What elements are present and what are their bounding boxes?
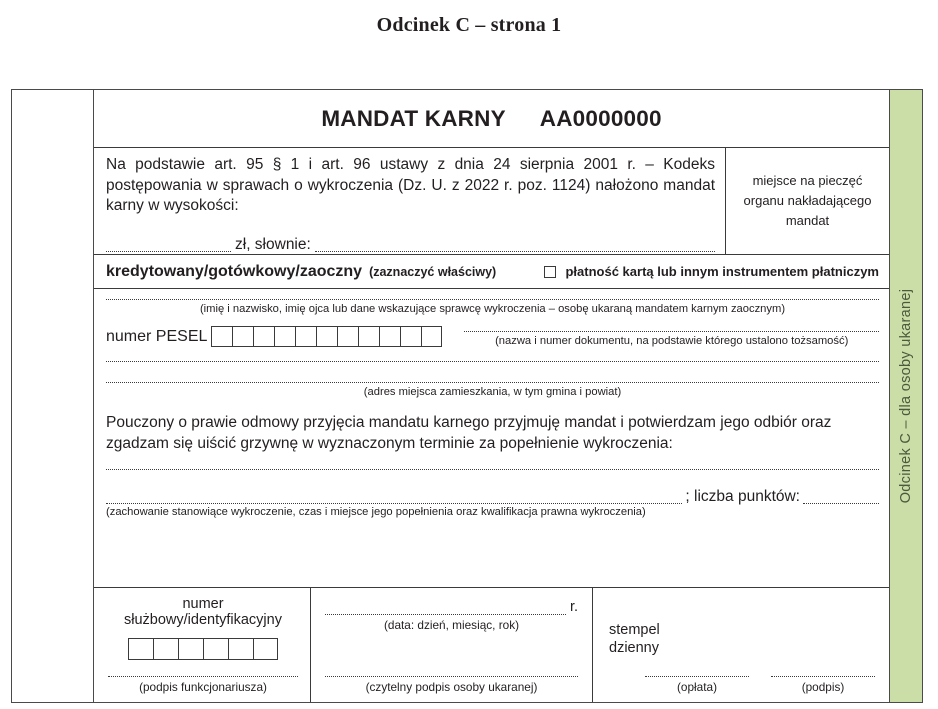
officer-number-boxes[interactable] [128, 638, 278, 660]
officer-signature-caption: (podpis funkcjonariusza) [139, 680, 267, 694]
offender-details-section [94, 289, 889, 588]
amount-row [106, 237, 715, 255]
input-cell[interactable] [253, 638, 278, 660]
signature-field[interactable] [771, 676, 875, 677]
address-caption: (adres miejsca zamieszkania, w tym gmina i powiat) [363, 386, 622, 399]
daily-stamp-column [593, 588, 889, 702]
daily-stamp-label [609, 622, 875, 657]
input-cell[interactable] [128, 638, 153, 660]
stamp-note-line-2: organu nakładającego [743, 192, 872, 208]
offender-signature-field[interactable] [325, 676, 578, 677]
side-tab [889, 90, 922, 702]
offence-caption: (zachowanie stanowiące wykroczenie, czas i miejsce jego popełnienia oraz kwalifikacja prawna wykroczenia) [106, 506, 646, 519]
input-cell[interactable] [178, 638, 203, 660]
input-cell[interactable] [400, 326, 421, 347]
input-cell[interactable] [421, 326, 442, 347]
points-value-field[interactable] [803, 490, 879, 504]
payment-kinds-hint: (zaznaczyć właściwy) [369, 264, 497, 279]
officer-signature-field[interactable] [108, 676, 298, 677]
input-cell[interactable] [274, 326, 295, 347]
input-cell[interactable] [153, 638, 178, 660]
form-header [94, 90, 889, 148]
card-payment-option[interactable] [544, 264, 879, 279]
amount-unit-label: zł, słownie: [235, 235, 311, 253]
fee-field[interactable] [645, 676, 749, 677]
daily-stamp-line-1: stempel [609, 622, 660, 638]
signature-block [771, 676, 875, 694]
stamp-note-line-1: miejsce na pieczęć [752, 172, 863, 188]
date-caption: (data: dzień, miesiąc, rok) [383, 617, 520, 632]
date-field[interactable] [325, 602, 566, 615]
pesel-input-boxes[interactable] [211, 326, 442, 347]
form-footer [94, 588, 889, 702]
pesel-label: numer PESEL [106, 327, 208, 345]
penalty-ticket-form [11, 89, 923, 703]
left-stub-column [12, 90, 94, 702]
input-cell[interactable] [253, 326, 274, 347]
input-cell[interactable] [358, 326, 379, 347]
form-title: MANDAT KARNY [321, 105, 506, 131]
input-cell[interactable] [379, 326, 400, 347]
stamp-note-line-3: mandat [785, 213, 830, 229]
identity-document-field[interactable] [464, 331, 879, 332]
offender-signature-block [325, 676, 578, 694]
input-cell[interactable] [211, 326, 232, 347]
input-cell[interactable] [203, 638, 228, 660]
legal-basis-text: Na podstawie art. 95 § 1 i art. 96 ustawy z dnia 24 sierpnia 2001 r. – Kodeks postępowania w sprawach o wykroczenia (Dz. U. z 2022 r. poz. 1124) nałożono mandat karny w wysokości: [106, 156, 715, 215]
identity-document-caption: (nazwa i numer dokumentu, na podstawie którego ustalono tożsamość) [495, 335, 849, 348]
stamp-placeholder-note [744, 171, 872, 231]
offender-name-caption: (imię i nazwisko, imię ojca lub dane wskazujące sprawcę wykroczenia – osobę ukaraną mandatem karnym zaocznym) [199, 303, 786, 315]
pesel-row [106, 326, 879, 347]
form-main-column [94, 90, 889, 702]
date-row [325, 600, 578, 615]
offender-signature-caption: (czytelny podpis osoby ukaranej) [365, 680, 538, 694]
legal-basis-section [94, 148, 889, 255]
address-field-line-1[interactable] [106, 361, 879, 362]
amount-words-field[interactable] [315, 238, 715, 252]
offence-field-line-2[interactable] [106, 490, 682, 504]
identity-document-column [464, 331, 879, 347]
input-cell[interactable] [232, 326, 253, 347]
form-serial-number: AA0000000 [539, 105, 662, 131]
offence-points-row [106, 489, 879, 505]
acknowledgement-text: Pouczony o prawie odmowy przyjęcia mandatu karnego przyjmuję mandat i potwierdzam jego odbiór oraz zgadzam się uiścić grzywnę w wyznaczonym terminie za popełnienie wykroczenia: [106, 413, 832, 453]
fee-and-signature-row [609, 676, 875, 694]
side-tab-label: Odcinek C – dla osoby ukaranej [898, 288, 914, 504]
stamp-placeholder-box [726, 148, 889, 254]
amount-digits-field[interactable] [106, 238, 231, 252]
input-cell[interactable] [228, 638, 253, 660]
payment-kinds-label: kredytowany/gotówkowy/zaoczny [106, 262, 363, 280]
daily-stamp-line-2: dzienny [609, 639, 659, 656]
input-cell[interactable] [316, 326, 337, 347]
payment-type-section [94, 255, 889, 289]
address-field-line-2[interactable] [106, 382, 879, 383]
input-cell[interactable] [337, 326, 358, 347]
offender-name-field[interactable] [106, 299, 879, 300]
card-payment-checkbox[interactable] [544, 266, 556, 278]
date-and-offender-signature-column [311, 588, 593, 702]
points-label: ; liczba punktów: [685, 487, 800, 505]
officer-number-label: numer służbowy/identyfikacyjny [124, 596, 282, 628]
offence-field-line-1[interactable] [106, 469, 879, 470]
input-cell[interactable] [295, 326, 316, 347]
signature-caption: (podpis) [801, 680, 845, 694]
card-payment-label: płatność kartą lub innym instrumentem płatniczym [565, 264, 879, 279]
legal-basis-left [94, 148, 726, 254]
date-year-suffix: r. [569, 599, 578, 615]
officer-signature-block [108, 676, 298, 694]
officer-number-column [94, 588, 311, 702]
fee-block [645, 676, 749, 694]
fee-caption: (opłata) [677, 680, 717, 694]
page-title: Odcinek C – strona 1 [376, 14, 562, 36]
